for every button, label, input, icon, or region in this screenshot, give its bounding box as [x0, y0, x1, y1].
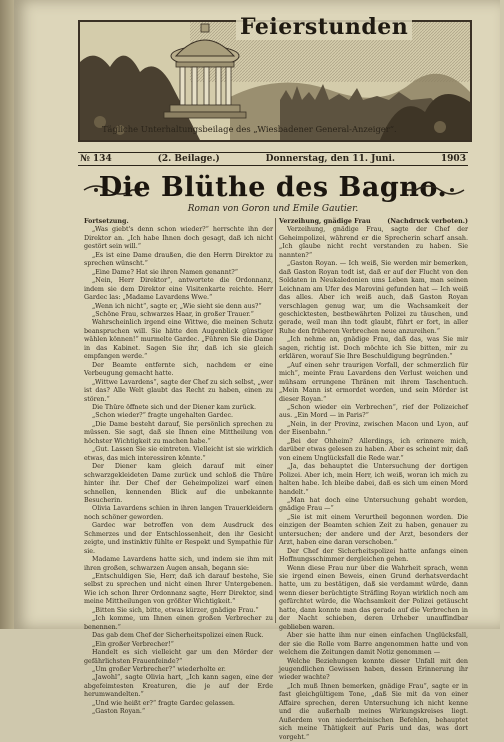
text-column-right [279, 218, 468, 741]
right-header-text: Verzeihung, gnädige Frau [279, 218, 371, 225]
paragraph: „Bitten Sie sich, bitte, etwas kürzer, gnädige Frau.“ [92, 606, 259, 614]
paragraph: „Ich muß Ihnen bemerken, gnädige Frau“, sagte er in fast gleichgültigem Tone, „daß Sie mit da von einer Affaire sprechen, deren Untersuchung ich nicht kenne und die außerhalb meines Wirkungskreises liegt. Außerdem von niederrheinischen Befehlen, behauptet sich meine Thätigkeit auf Paris und das, was dort vorgeht.“ [279, 682, 468, 741]
issue-info-bar [78, 152, 468, 166]
paragraph: „Die Dame besteht darauf, Sie persönlich sprechen zu müssen. Sie sagt, daß sie Ihnen eine Mittheilung von höchster Wichtigkeit zu machen habe.“ [84, 420, 273, 445]
paragraph: „Wenn ich nicht“, sagte er, „Wie sieht sie denn aus?“ [92, 302, 262, 310]
story-byline: Roman von Goron und Emile Gautier. [187, 204, 359, 214]
paragraph: „Auf einen sehr traurigen Vorfall, der schmerzlich für mich“, meinte Frau Lavardens den Verlust weichen und mühsam errungene Thränen mit ihrem Taschentuch. „Mein Mann ist ermordet worden, und sein Mörder ist dieser Royan.“ [279, 361, 468, 403]
paragraph: Der Diener kam gleich darauf mit einer schwarzgekleideten Dame zurück und schloß die Thüre hinter ihr. Der Chef der Geheimpolizei warf einen schnellen, kennenden Blick auf die unbekannte Besucherin. [84, 463, 273, 504]
paragraph: „Entschuldigen Sie, Herr, daß ich darauf bestehe, Sie selbst zu sprechen und nicht einen Ihrer Untergebenen. Wie ich schon Ihrer Ordonnanz sagte, Herr Direktor, sind meine Mittheilungen von größter Wichtigkeit.“ [84, 573, 273, 606]
issue-number: № 134 [80, 154, 112, 164]
paragraph: „Und wie heißt er?“ fragte Gardec gelassen. [92, 699, 235, 707]
left-column-body [84, 226, 273, 716]
paragraph: Aber sie hatte ihm nur einen einfachen Unglücksfall, der sie die Rolle vom Barre angenommen hatte und von welchem die Zeitungen damit Notiz genommen — [279, 632, 468, 657]
paragraph: „Ein großer Verbrecher!“ [92, 640, 174, 648]
paragraph: „Man hat doch eine Untersuchung gehabt worden, gnädige Frau —“ [279, 496, 468, 513]
issue-date: Donnerstag, den 11. Juni. [265, 154, 396, 164]
story-title: Die Blüthe des Bagno. [98, 172, 448, 203]
paragraph: Verzeihung, gnädige Frau, sagte der Chef der Geheimpolizei, während er die Sprecherin scharf ansah. „Ich glaube nicht recht verstanden zu haben. Sie nannten?“ [279, 226, 468, 259]
paragraph: „Eine Dame? Hat sie ihren Namen genannt?“ [92, 268, 239, 276]
supplement-label: (2. Beilage.) [157, 154, 220, 164]
paragraph: Das gab dem Chef der Sicherheitspolizei einen Ruck. [92, 632, 264, 640]
title-ornament-right [404, 182, 466, 198]
paragraph: „Um großer Verbrecher?“ wiederholte er. [92, 666, 226, 674]
paragraph: „Jawohl“, sagte Olivia hart, „Ich kann sagen, eine der abgefeimtesten Kreaturen, die je auf der Erde herumwandelten.“ [84, 674, 273, 699]
text-column-left [84, 218, 273, 716]
continuation-label: Fortsetzung. [84, 218, 129, 225]
paragraph: Die Thüre öffnete sich und der Diener kam zurück. [92, 403, 257, 411]
paragraph: „Was giebt's denn schon wieder?“ herrschte ihn der Direktor an. „Ich habe Ihnen doch gesagt, daß ich nicht gestört sein will.“ [84, 226, 273, 251]
paragraph: „Bei der Ohheim? Allerdings, ich erinnere mich, darüber etwas gelesen zu haben. Aber es scheint mir, daß von einem Unglücksfall die Rede war.“ [279, 437, 468, 462]
paragraph: Welche Beziehungen konnte dieser Unfall mit den jeugendlichen Gewissen haben, dessen Erinnerung ihr wieder wachte? [279, 657, 468, 682]
issue-year: 1903 [440, 154, 466, 164]
paragraph: Madame Lavardens hatte sich, und indem sie ihm mit ihren großen, schwarzen Augen ansah, begann sie: [84, 556, 273, 572]
masthead-title: Feierstunden [236, 14, 412, 40]
paragraph: „Nein, Herr Direktor“, antwortete die Ordonnanz, indem sie dem Direktor eine Visitenkarte reichte. Herr Gardec las: „Madame Lavardens Wwe.“ [84, 277, 273, 302]
paragraph: „Ja, das behauptet die Untersuchung der dortigen Polizei. Aber ich, mein Herr, ich weiß, woran ich mich zu halten habe. Ich bleibe dabei, daß es sich um einen Mord handelt.“ [279, 463, 468, 496]
paragraph: „Gut. Lassen Sie sie eintreten. Vielleicht ist sie wirklich etwas, das mich interessiren könnte.“ [84, 446, 273, 462]
paragraph: „Es ist eine Dame draußen, die den Herrn Direktor zu sprechen wünscht.“ [84, 251, 273, 268]
paragraph: Olivia Lavardens schien in ihren langen Trauerkleidern noch schöner geworden. [84, 505, 273, 521]
copyright-note: (Nachdruck verboten.) [387, 218, 468, 225]
paragraph: Wenn diese Frau nur über die Wahrheit sprach, wenn sie irgend einen Beweis, einen Grund derhatsverdacht hatte, um zu bestätigen, daß sie verdammt würde, dann wenn dieser berüchtigte Sträfling Royan wirklich noch am gefürchtet würde, die Wachsamkeit der Polizei getäuscht hatte, dann konnte man das gerade auf die Verbrechen in der Nacht schieben, deren Urheber unauffindbar geblieben waren. [279, 564, 468, 631]
paragraph: „Wittwe Lavardens“, sagte der Chef zu sich selbst, „wer ist das? Alle Welt glaubt das Recht zu haben, einen zu stören.“ [84, 378, 273, 403]
paragraph: „Nein, in der Provinz, zwischen Macon und Lyon, auf der Eisenbahn.“ [279, 420, 468, 437]
paragraph: „Ich komme, um Ihnen einen großen Verbrecher zu benennen.“ [84, 615, 273, 631]
paragraph: Gardec war betroffen von dem Ausdruck des Schmerzes und der Entschlossenheit, den ihr Gesicht zeigte, und instinktiv fühlte er Respekt und Sympathie für sie. [84, 522, 273, 555]
paragraph: „Gaston Royan.“ [92, 708, 146, 716]
paragraph: „Schon wieder ein Verbrechen“, rief der Polizeichef aus. „Ein Mord — in Paris?“ [279, 403, 468, 420]
paragraph: Handelt es sich vielleicht gar um den Mörder der gefährlichsten Frauenfeinde?“ [84, 649, 273, 665]
paragraph: Der Beamte entfernte sich, nachdem er eine Verbeugung gemacht hatte. [84, 361, 273, 378]
paragraph: „Sie ist mit einem Verurtheil begonnen worden. Die einzigen der Beamten schien Zeit zu haben, genauer zu untersuchen; der andere und der Arzt, besonders der Arzt, haben eine daran verschoben.“ [279, 513, 468, 547]
paragraph: „Schon wieder?“ fragte ungehalten Gardec. [92, 412, 234, 420]
masthead-subtitle: Tägliche Unterhaltungsbeilage des „Wiesbadener General-Anzeiger“. [102, 124, 397, 134]
paragraph: „Ich nehme an, gnädige Frau, daß das, was Sie mir sagen, richtig ist. Doch möchte ich Sie bitten, mir zu erklären, worauf Sie Ihre Beschuldigung begründen.“ [279, 336, 468, 361]
book-binding [0, 0, 14, 629]
paragraph: Wahrscheinlich irgend eine Wittwe, die meinen Schutz beanspruchen will. Sie hätte den Augenblick günstiger wählen können!“ murmelte Gardec. „Führen Sie die Dame in das Kabinet. Sagen Sie ihr, daß ich sie gleich empfangen werde.“ [84, 319, 273, 361]
right-column-body [279, 226, 468, 742]
paragraph: Der Chef der Sicherheitspolizei hatte anfangs einen Hoffnungsschimmer dergleichen gehen. [279, 547, 468, 564]
paragraph: „Schöne Frau, schwarzes Haar, in großer Trauer.“ [92, 310, 254, 318]
paragraph: „Gaston Royan. — Ich weiß, Sie werden mir bemerken, daß Gaston Royan todt ist, daß er auf der Flucht von den Soldaten in Neukaledonien ums Leben kam, man seinen Leichnam am Ufer des Marovini gefunden hat — Ich weiß das alles. Aber ich weiß auch, daß Gaston Royan verschlagen genug war, um die Wachsamkeit der geschicktesten, bestbewährten Polizei zu täuschen, und gerade, weil man ihn todt glaubt, führt er fort, in aller Ruhe den früheren Verbrechen neue anzureihen.“ [279, 260, 468, 335]
column-divider [275, 218, 276, 623]
